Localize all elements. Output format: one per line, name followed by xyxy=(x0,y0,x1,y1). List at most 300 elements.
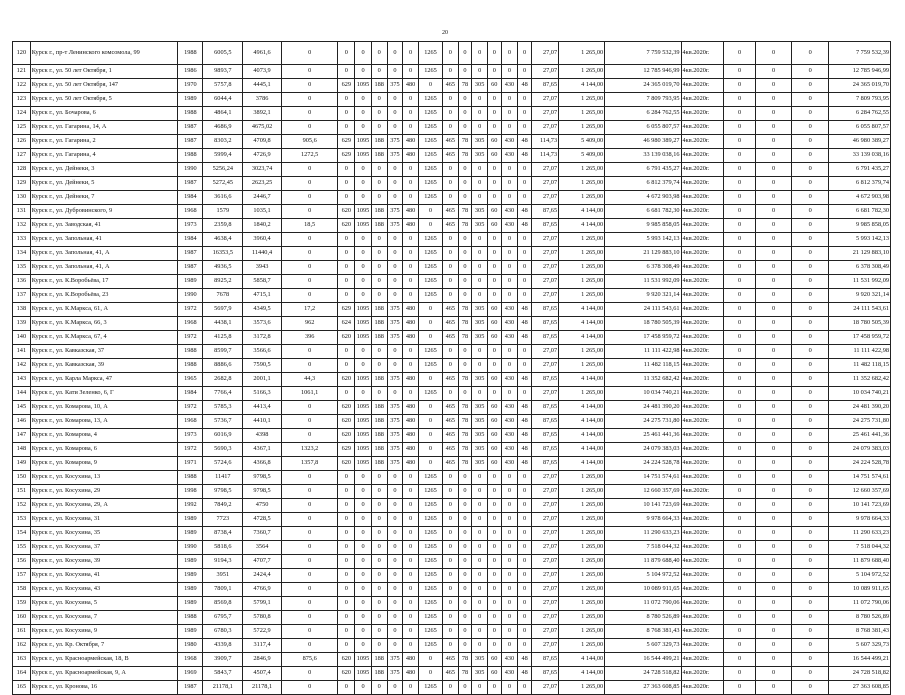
cell-completion-period: 4кв.2020г. xyxy=(681,457,724,471)
cell-work-12: 48 xyxy=(518,667,532,681)
cell-work-7: 465 xyxy=(443,135,459,149)
cell-total-area: 5736,7 xyxy=(203,415,243,429)
cell-work-6: 0 xyxy=(418,219,442,233)
table-row xyxy=(13,569,891,583)
cell-total-cost: 25 461 441,36 xyxy=(605,429,681,443)
cell-work-8: 0 xyxy=(458,261,472,275)
cell-unit-cost: 27,07 xyxy=(531,191,558,205)
cell-cost-per-sqm: 1 265,00 xyxy=(559,289,605,303)
cell-total-amount: 11 531 992,09 xyxy=(829,275,891,289)
cell-work-6: 1265 xyxy=(418,261,442,275)
cell-funding-3: 0 xyxy=(792,485,829,499)
cell-work-11: 430 xyxy=(501,331,518,345)
cell-unit-cost: 27,07 xyxy=(531,611,558,625)
cell-work-4: 0 xyxy=(387,247,403,261)
cell-completion-period: 4кв.2020г. xyxy=(681,191,724,205)
cell-work-7: 0 xyxy=(443,583,459,597)
cell-total-cost: 10 141 723,69 xyxy=(605,499,681,513)
cell-work-12: 48 xyxy=(518,401,532,415)
cell-address: Курск г., ул. Красноармейская, 18, В xyxy=(30,653,178,667)
cell-nonresidential-area: 0 xyxy=(281,205,338,219)
cell-living-area: 3564 xyxy=(243,541,282,555)
cell-total-amount: 46 980 389,27 xyxy=(829,135,891,149)
cell-work-6: 1265 xyxy=(418,499,442,513)
cell-work-9: 0 xyxy=(472,485,488,499)
cell-work-5: 0 xyxy=(403,569,419,583)
table-row xyxy=(13,401,891,415)
cell-work-2: 0 xyxy=(355,261,372,275)
cell-work-11: 430 xyxy=(501,303,518,317)
cell-nonresidential-area: 0 xyxy=(281,345,338,359)
cell-work-5: 480 xyxy=(403,331,419,345)
cell-work-6: 1265 xyxy=(418,163,442,177)
cell-row-number: 150 xyxy=(13,471,31,485)
cell-completion-period: 4кв.2020г. xyxy=(681,653,724,667)
cell-year-built: 1971 xyxy=(178,457,203,471)
cell-total-amount: 14 751 574,61 xyxy=(829,471,891,485)
cell-total-cost: 8 768 381,43 xyxy=(605,625,681,639)
cell-work-2: 1095 xyxy=(355,667,372,681)
cell-work-12: 48 xyxy=(518,205,532,219)
cell-row-number: 127 xyxy=(13,149,31,163)
cell-work-3: 0 xyxy=(371,625,387,639)
cell-living-area: 4728,5 xyxy=(243,513,282,527)
cell-total-area: 6044,4 xyxy=(203,93,243,107)
cell-living-area: 3023,74 xyxy=(243,163,282,177)
cell-year-built: 1989 xyxy=(178,625,203,639)
cell-funding-1: 0 xyxy=(724,219,755,233)
cell-funding-2: 0 xyxy=(755,205,792,219)
cell-living-area: 1035,1 xyxy=(243,205,282,219)
cell-funding-1: 0 xyxy=(724,415,755,429)
cell-unit-cost: 27,07 xyxy=(531,681,558,695)
cell-work-11: 430 xyxy=(501,219,518,233)
cell-completion-period: 4кв.2020г. xyxy=(681,443,724,457)
cell-work-8: 78 xyxy=(458,443,472,457)
cell-work-4: 0 xyxy=(387,121,403,135)
cell-work-4: 0 xyxy=(387,639,403,653)
cell-living-area: 4750 xyxy=(243,499,282,513)
cell-funding-1: 0 xyxy=(724,471,755,485)
cell-living-area: 4445,1 xyxy=(243,79,282,93)
cell-funding-1: 0 xyxy=(724,555,755,569)
cell-work-7: 0 xyxy=(443,681,459,695)
cell-total-amount: 12 785 946,99 xyxy=(829,65,891,79)
cell-work-9: 305 xyxy=(472,303,488,317)
cell-nonresidential-area: 0 xyxy=(281,79,338,93)
cell-work-6: 1265 xyxy=(418,247,442,261)
cell-cost-per-sqm: 4 144,00 xyxy=(559,205,605,219)
cell-row-number: 156 xyxy=(13,555,31,569)
cell-total-cost: 11 482 118,15 xyxy=(605,359,681,373)
cell-work-1: 0 xyxy=(338,275,355,289)
cell-address: Курск г., ул. Запольная, 41, А xyxy=(30,247,178,261)
cell-work-10: 0 xyxy=(487,625,501,639)
cell-unit-cost: 27,07 xyxy=(531,485,558,499)
cell-work-1: 0 xyxy=(338,261,355,275)
cell-work-1: 0 xyxy=(338,121,355,135)
cell-funding-2: 0 xyxy=(755,219,792,233)
cell-work-9: 0 xyxy=(472,625,488,639)
cell-work-2: 1095 xyxy=(355,429,372,443)
cell-work-3: 0 xyxy=(371,107,387,121)
cell-row-number: 151 xyxy=(13,485,31,499)
cell-work-9: 0 xyxy=(472,42,488,65)
cell-work-6: 0 xyxy=(418,415,442,429)
cell-work-10: 60 xyxy=(487,415,501,429)
cell-total-cost: 11 111 422,98 xyxy=(605,345,681,359)
cell-cost-per-sqm: 1 265,00 xyxy=(559,681,605,695)
cell-total-amount: 24 275 731,80 xyxy=(829,415,891,429)
cell-nonresidential-area: 0 xyxy=(281,233,338,247)
cell-funding-2: 0 xyxy=(755,653,792,667)
cell-funding-1: 0 xyxy=(724,247,755,261)
cell-work-11: 430 xyxy=(501,79,518,93)
cell-funding-2: 0 xyxy=(755,303,792,317)
cell-cost-per-sqm: 4 144,00 xyxy=(559,219,605,233)
cell-living-area: 3786 xyxy=(243,93,282,107)
cell-work-2: 0 xyxy=(355,597,372,611)
cell-work-8: 0 xyxy=(458,597,472,611)
cell-year-built: 1986 xyxy=(178,65,203,79)
cell-work-1: 620 xyxy=(338,331,355,345)
cell-completion-period: 4кв.2020г. xyxy=(681,401,724,415)
cell-work-3: 188 xyxy=(371,401,387,415)
cell-work-12: 48 xyxy=(518,135,532,149)
cell-work-10: 60 xyxy=(487,667,501,681)
cell-address: Курск г., ул. Кавказская, 39 xyxy=(30,359,178,373)
cell-work-8: 0 xyxy=(458,345,472,359)
table-row xyxy=(13,443,891,457)
cell-address: Курск г., ул. Гагарина, 2 xyxy=(30,135,178,149)
cell-living-area: 2846,9 xyxy=(243,653,282,667)
cell-work-8: 0 xyxy=(458,233,472,247)
cell-cost-per-sqm: 1 265,00 xyxy=(559,177,605,191)
cell-cost-per-sqm: 1 265,00 xyxy=(559,513,605,527)
cell-funding-1: 0 xyxy=(724,457,755,471)
table-row xyxy=(13,653,891,667)
cell-year-built: 1998 xyxy=(178,485,203,499)
cell-work-3: 0 xyxy=(371,513,387,527)
cell-work-9: 0 xyxy=(472,359,488,373)
cell-work-1: 0 xyxy=(338,555,355,569)
cell-cost-per-sqm: 1 265,00 xyxy=(559,359,605,373)
cell-work-8: 0 xyxy=(458,387,472,401)
cell-funding-3: 0 xyxy=(792,163,829,177)
cell-nonresidential-area: 0 xyxy=(281,261,338,275)
cell-work-9: 0 xyxy=(472,247,488,261)
cell-work-1: 0 xyxy=(338,65,355,79)
cell-work-8: 0 xyxy=(458,611,472,625)
cell-nonresidential-area: 0 xyxy=(281,163,338,177)
cell-work-12: 0 xyxy=(518,485,532,499)
cell-work-6: 1265 xyxy=(418,583,442,597)
cell-completion-period: 4кв.2020г. xyxy=(681,373,724,387)
cell-unit-cost: 27,07 xyxy=(531,247,558,261)
cell-total-cost: 6 681 782,30 xyxy=(605,205,681,219)
cell-funding-3: 0 xyxy=(792,415,829,429)
cell-unit-cost: 27,07 xyxy=(531,499,558,513)
cell-work-2: 1095 xyxy=(355,79,372,93)
cell-work-10: 0 xyxy=(487,233,501,247)
cell-work-10: 0 xyxy=(487,569,501,583)
cell-work-7: 465 xyxy=(443,401,459,415)
cell-work-5: 480 xyxy=(403,667,419,681)
cell-year-built: 1973 xyxy=(178,219,203,233)
cell-row-number: 139 xyxy=(13,317,31,331)
cell-work-8: 0 xyxy=(458,639,472,653)
cell-work-1: 629 xyxy=(338,443,355,457)
cell-total-area: 2359,8 xyxy=(203,219,243,233)
cell-work-4: 375 xyxy=(387,331,403,345)
cell-total-amount: 4 672 903,98 xyxy=(829,191,891,205)
cell-nonresidential-area: 0 xyxy=(281,289,338,303)
cell-total-amount: 10 141 723,69 xyxy=(829,499,891,513)
cell-year-built: 1989 xyxy=(178,583,203,597)
cell-work-5: 0 xyxy=(403,639,419,653)
cell-funding-3: 0 xyxy=(792,569,829,583)
cell-work-3: 188 xyxy=(371,667,387,681)
cell-work-2: 0 xyxy=(355,191,372,205)
cell-year-built: 1989 xyxy=(178,555,203,569)
cell-funding-2: 0 xyxy=(755,121,792,135)
cell-work-1: 620 xyxy=(338,401,355,415)
cell-total-amount: 5 607 329,73 xyxy=(829,639,891,653)
cell-row-number: 163 xyxy=(13,653,31,667)
cell-total-cost: 11 531 992,09 xyxy=(605,275,681,289)
cell-work-2: 0 xyxy=(355,485,372,499)
cell-funding-2: 0 xyxy=(755,191,792,205)
cell-address: Курск г., ул. Косухина, 9 xyxy=(30,625,178,639)
cell-work-7: 0 xyxy=(443,93,459,107)
cell-year-built: 1989 xyxy=(178,527,203,541)
cell-work-6: 0 xyxy=(418,667,442,681)
cell-work-4: 0 xyxy=(387,163,403,177)
cell-funding-2: 0 xyxy=(755,261,792,275)
cell-row-number: 120 xyxy=(13,42,31,65)
cell-work-9: 0 xyxy=(472,107,488,121)
cell-work-11: 0 xyxy=(501,569,518,583)
cell-work-6: 1265 xyxy=(418,275,442,289)
cell-nonresidential-area: 905,6 xyxy=(281,135,338,149)
cell-work-4: 0 xyxy=(387,275,403,289)
cell-work-5: 0 xyxy=(403,42,419,65)
cell-work-7: 0 xyxy=(443,485,459,499)
cell-work-7: 0 xyxy=(443,289,459,303)
cell-work-3: 0 xyxy=(371,289,387,303)
cell-work-1: 0 xyxy=(338,93,355,107)
cell-total-cost: 8 780 526,89 xyxy=(605,611,681,625)
cell-work-6: 1265 xyxy=(418,149,442,163)
cell-address: Курск г., ул. Косухина, 43 xyxy=(30,583,178,597)
cell-total-amount: 6 284 762,55 xyxy=(829,107,891,121)
cell-work-12: 0 xyxy=(518,597,532,611)
cell-work-10: 60 xyxy=(487,653,501,667)
cell-year-built: 1990 xyxy=(178,541,203,555)
cell-year-built: 1988 xyxy=(178,42,203,65)
table-body xyxy=(13,42,891,695)
cell-year-built: 1989 xyxy=(178,513,203,527)
cell-total-amount: 24 481 390,20 xyxy=(829,401,891,415)
cell-work-4: 375 xyxy=(387,457,403,471)
cell-address: Курск г., ул. Комарова, 4 xyxy=(30,429,178,443)
cell-cost-per-sqm: 4 144,00 xyxy=(559,667,605,681)
cell-work-5: 0 xyxy=(403,359,419,373)
cell-work-10: 60 xyxy=(487,303,501,317)
cell-work-12: 0 xyxy=(518,499,532,513)
cell-work-3: 0 xyxy=(371,261,387,275)
cell-total-area: 9893,7 xyxy=(203,65,243,79)
cell-work-6: 1265 xyxy=(418,527,442,541)
cell-unit-cost: 27,07 xyxy=(531,541,558,555)
cell-row-number: 133 xyxy=(13,233,31,247)
cell-year-built: 1988 xyxy=(178,149,203,163)
cell-total-cost: 6 284 762,55 xyxy=(605,107,681,121)
cell-funding-1: 0 xyxy=(724,121,755,135)
cell-work-7: 465 xyxy=(443,205,459,219)
cell-year-built: 1987 xyxy=(178,135,203,149)
cell-living-area: 4507,4 xyxy=(243,667,282,681)
cell-work-8: 78 xyxy=(458,429,472,443)
cell-row-number: 123 xyxy=(13,93,31,107)
cell-work-11: 430 xyxy=(501,149,518,163)
cell-completion-period: 4кв.2020г. xyxy=(681,541,724,555)
cell-cost-per-sqm: 1 265,00 xyxy=(559,233,605,247)
cell-address: Курск г., ул. Косухина, 41 xyxy=(30,569,178,583)
cell-completion-period: 4кв.2020г. xyxy=(681,359,724,373)
cell-work-11: 0 xyxy=(501,247,518,261)
cell-year-built: 1984 xyxy=(178,233,203,247)
cell-work-12: 0 xyxy=(518,527,532,541)
cell-work-1: 0 xyxy=(338,359,355,373)
cell-nonresidential-area: 0 xyxy=(281,681,338,695)
cell-funding-1: 0 xyxy=(724,233,755,247)
cell-cost-per-sqm: 4 144,00 xyxy=(559,443,605,457)
cell-year-built: 1987 xyxy=(178,681,203,695)
cell-work-8: 0 xyxy=(458,499,472,513)
cell-work-10: 0 xyxy=(487,499,501,513)
cell-work-8: 78 xyxy=(458,79,472,93)
cell-total-area: 1579 xyxy=(203,205,243,219)
cell-work-10: 0 xyxy=(487,345,501,359)
cell-funding-1: 0 xyxy=(724,681,755,695)
cell-work-4: 0 xyxy=(387,611,403,625)
cell-total-amount: 7 759 532,39 xyxy=(829,42,891,65)
cell-work-10: 60 xyxy=(487,401,501,415)
cell-work-11: 0 xyxy=(501,527,518,541)
cell-work-6: 0 xyxy=(418,317,442,331)
cell-work-8: 0 xyxy=(458,247,472,261)
cell-work-7: 0 xyxy=(443,387,459,401)
cell-unit-cost: 87,65 xyxy=(531,373,558,387)
cell-row-number: 138 xyxy=(13,303,31,317)
cell-work-7: 0 xyxy=(443,625,459,639)
cell-work-9: 0 xyxy=(472,121,488,135)
cell-work-12: 0 xyxy=(518,611,532,625)
cell-address: Курск г., ул. Комарова, 9 xyxy=(30,457,178,471)
cell-nonresidential-area: 0 xyxy=(281,527,338,541)
cell-completion-period: 4кв.2020г. xyxy=(681,583,724,597)
cell-funding-1: 0 xyxy=(724,443,755,457)
cell-work-1: 0 xyxy=(338,639,355,653)
cell-work-11: 0 xyxy=(501,121,518,135)
table-row xyxy=(13,42,891,65)
cell-total-area: 4125,8 xyxy=(203,331,243,345)
cell-funding-1: 0 xyxy=(724,387,755,401)
cell-unit-cost: 27,07 xyxy=(531,163,558,177)
cell-work-5: 480 xyxy=(403,219,419,233)
cell-work-5: 0 xyxy=(403,107,419,121)
table-row xyxy=(13,527,891,541)
cell-work-9: 0 xyxy=(472,233,488,247)
cell-funding-3: 0 xyxy=(792,42,829,65)
cell-work-11: 0 xyxy=(501,513,518,527)
cell-row-number: 140 xyxy=(13,331,31,345)
cell-total-cost: 6 791 435,27 xyxy=(605,163,681,177)
table-row xyxy=(13,121,891,135)
cell-work-6: 1265 xyxy=(418,387,442,401)
cell-work-11: 0 xyxy=(501,499,518,513)
cell-completion-period: 4кв.2020г. xyxy=(681,65,724,79)
cell-work-10: 0 xyxy=(487,107,501,121)
cell-work-10: 60 xyxy=(487,373,501,387)
cell-funding-1: 0 xyxy=(724,513,755,527)
cell-completion-period: 4кв.2020г. xyxy=(681,331,724,345)
cell-funding-3: 0 xyxy=(792,289,829,303)
cell-funding-3: 0 xyxy=(792,611,829,625)
cell-work-1: 0 xyxy=(338,485,355,499)
table-row xyxy=(13,373,891,387)
cell-work-5: 480 xyxy=(403,373,419,387)
cell-work-7: 465 xyxy=(443,149,459,163)
cell-funding-1: 0 xyxy=(724,429,755,443)
cell-nonresidential-area: 0 xyxy=(281,625,338,639)
cell-work-1: 620 xyxy=(338,205,355,219)
cell-work-8: 78 xyxy=(458,149,472,163)
cell-total-amount: 11 111 422,98 xyxy=(829,345,891,359)
cell-work-11: 0 xyxy=(501,107,518,121)
cell-funding-1: 0 xyxy=(724,65,755,79)
cell-work-12: 0 xyxy=(518,569,532,583)
cell-address: Курск г., ул. Косухина, 35 xyxy=(30,527,178,541)
cell-total-area: 5843,7 xyxy=(203,667,243,681)
cell-completion-period: 4кв.2020г. xyxy=(681,233,724,247)
cell-nonresidential-area: 0 xyxy=(281,555,338,569)
cell-work-11: 430 xyxy=(501,401,518,415)
cell-cost-per-sqm: 1 265,00 xyxy=(559,42,605,65)
cell-work-1: 0 xyxy=(338,233,355,247)
cell-total-cost: 27 363 608,85 xyxy=(605,681,681,695)
table-row xyxy=(13,303,891,317)
cell-address: Курск г., ул. Запольная, 41 xyxy=(30,233,178,247)
cell-living-area: 21178,1 xyxy=(243,681,282,695)
cell-funding-1: 0 xyxy=(724,205,755,219)
cell-total-cost: 24 224 528,78 xyxy=(605,457,681,471)
cell-work-5: 480 xyxy=(403,443,419,457)
cell-work-10: 0 xyxy=(487,247,501,261)
cell-work-2: 0 xyxy=(355,177,372,191)
cell-funding-1: 0 xyxy=(724,163,755,177)
cell-address: Курск г., ул. Кр. Октября, 7 xyxy=(30,639,178,653)
cell-work-7: 0 xyxy=(443,499,459,513)
cell-work-9: 305 xyxy=(472,219,488,233)
cell-row-number: 124 xyxy=(13,107,31,121)
cell-nonresidential-area: 0 xyxy=(281,121,338,135)
cell-work-2: 0 xyxy=(355,555,372,569)
cell-work-9: 0 xyxy=(472,597,488,611)
cell-funding-1: 0 xyxy=(724,373,755,387)
cell-total-amount: 33 139 038,16 xyxy=(829,149,891,163)
